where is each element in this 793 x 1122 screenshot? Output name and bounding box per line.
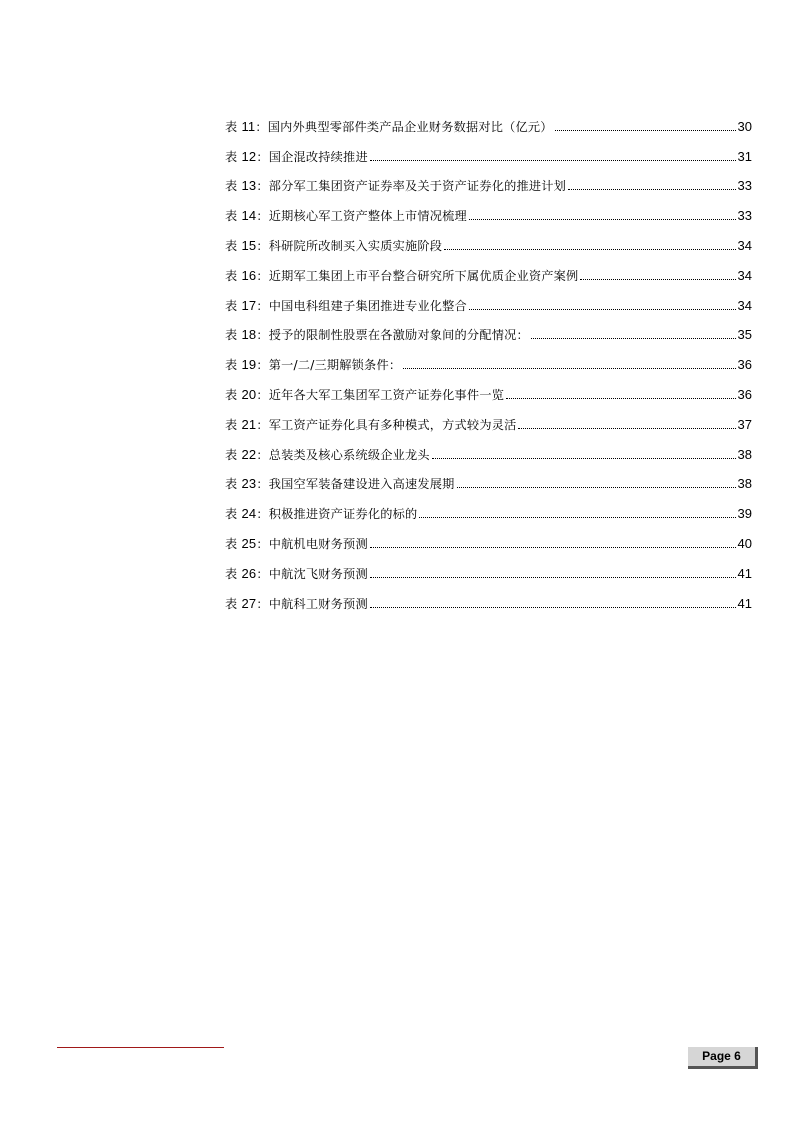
toc-entry[interactable] [225,523,752,553]
toc-entry[interactable] [225,344,752,374]
toc-entry-label: 表 24：积极推进资产证券化的标的 [225,506,418,522]
table-of-tables [225,106,752,613]
toc-leader-dots [370,576,736,578]
toc-entry[interactable] [225,374,752,404]
toc-entry[interactable] [225,166,752,196]
toc-entry-label: 表 16：近期军工集团上市平台整合研究所下属优质企业资产案例 [225,267,579,283]
toc-entry-label: 表 23：我国空军装备建设进入高速发展期 [225,476,455,492]
toc-entry-label: 表 20：近年各大军工集团军工资产证券化事件一览 [225,386,505,402]
toc-leader-dots [580,278,735,280]
toc-entry-label: 表 13：部分军工集团资产证券率及关于资产证券化的推进计划 [225,178,567,194]
toc-entry[interactable] [225,315,752,345]
toc-leader-dots [506,397,735,399]
toc-page-number: 41 [737,565,752,581]
page-number-badge: Page 6 [688,1047,758,1069]
toc-page-number: 41 [737,595,752,611]
toc-entry-label: 表 11：国内外典型零部件类产品企业财务数据对比（亿元） [225,118,553,134]
toc-page-number: 33 [737,178,752,194]
toc-leader-dots [469,218,736,220]
toc-page-number: 34 [737,297,752,313]
toc-entry[interactable] [225,225,752,255]
toc-page-number: 36 [737,386,752,402]
toc-page-number: 35 [737,327,752,343]
toc-leader-dots [370,159,736,161]
toc-page-number: 39 [737,506,752,522]
toc-leader-dots [518,427,735,429]
toc-entry[interactable] [225,195,752,225]
toc-entry[interactable] [225,404,752,434]
toc-leader-dots [403,367,735,369]
toc-entry[interactable] [225,136,752,166]
toc-entry-label: 表 17：中国电科组建子集团推进专业化整合 [225,297,467,313]
toc-entry[interactable] [225,464,752,494]
toc-page-number: 36 [737,357,752,373]
toc-entry-label: 表 25：中航机电财务预测 [225,535,368,551]
toc-leader-dots [370,606,736,608]
toc-leader-dots [370,546,736,548]
toc-page-number: 37 [737,416,752,432]
toc-entry-label: 表 22：总装类及核心系统级企业龙头 [225,446,430,462]
toc-entry-label: 表 19：第一/二/三期解锁条件： [225,357,402,373]
toc-entry[interactable] [225,553,752,583]
toc-entry[interactable] [225,493,752,523]
toc-entry[interactable] [225,106,752,136]
toc-page-number: 34 [737,237,752,253]
toc-leader-dots [457,486,736,488]
footer-rule [57,1047,224,1048]
toc-leader-dots [531,337,736,339]
toc-entry-label: 表 18：授予的限制性股票在各激励对象间的分配情况： [225,327,529,343]
toc-page-number: 31 [737,148,752,164]
toc-page-number: 34 [737,267,752,283]
toc-entry[interactable] [225,583,752,613]
toc-entry-label: 表 14：近期核心军工资产整体上市情况梳理 [225,208,467,224]
toc-entry[interactable] [225,255,752,285]
toc-entry-label: 表 21：军工资产证券化具有多种模式，方式较为灵活 [225,416,517,432]
toc-page-number: 30 [737,118,752,134]
toc-leader-dots [444,248,735,250]
toc-leader-dots [555,129,736,131]
toc-page-number: 40 [737,535,752,551]
toc-entry-label: 表 15：科研院所改制买入实质实施阶段 [225,237,443,253]
toc-leader-dots [419,516,735,518]
toc-entry-label: 表 12：国企混改持续推进 [225,148,368,164]
toc-leader-dots [469,308,736,310]
toc-leader-dots [568,188,735,190]
toc-entry[interactable] [225,285,752,315]
toc-entry-label: 表 26：中航沈飞财务预测 [225,565,368,581]
toc-entry[interactable] [225,434,752,464]
toc-leader-dots [432,457,736,459]
toc-page-number: 33 [737,208,752,224]
toc-page-number: 38 [737,446,752,462]
toc-page-number: 38 [737,476,752,492]
toc-entry-label: 表 27：中航科工财务预测 [225,595,368,611]
